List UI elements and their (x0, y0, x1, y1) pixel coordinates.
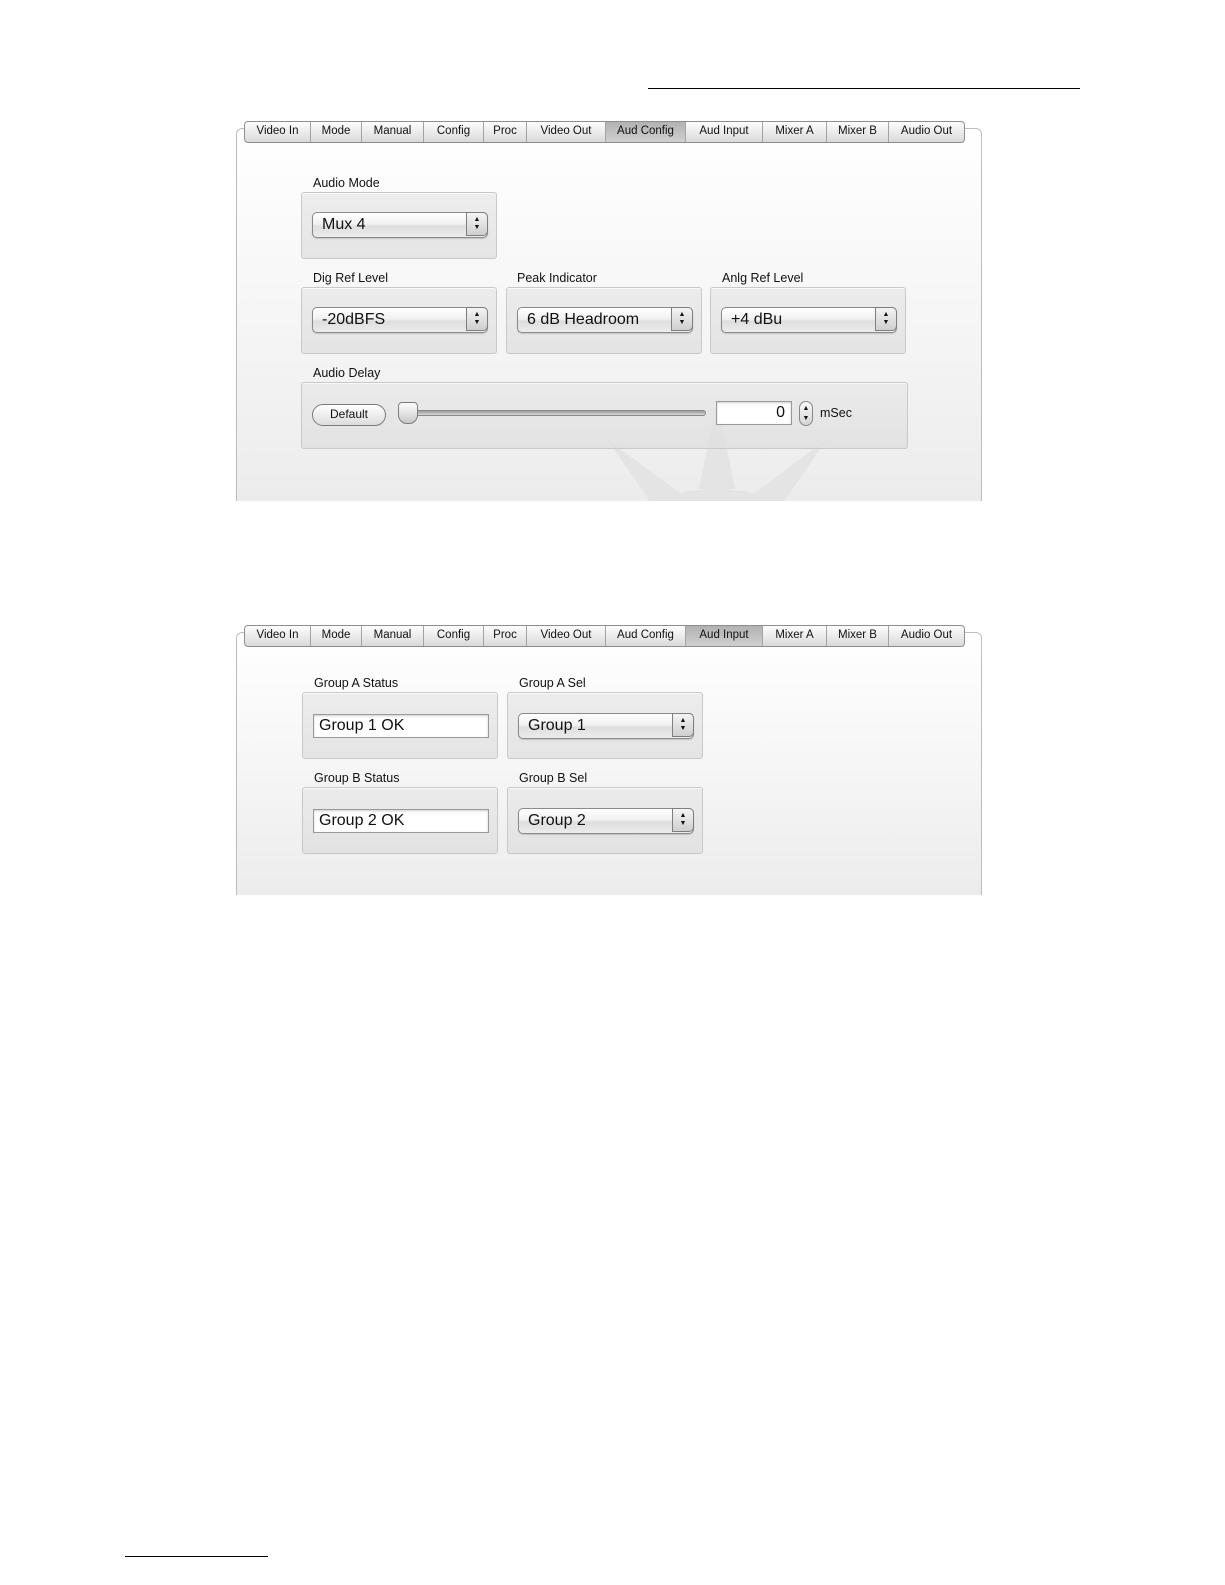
tab-manual[interactable]: Manual (362, 626, 424, 646)
tab-audio-out[interactable]: Audio Out (900, 629, 953, 641)
anlg-ref-level-value: +4 dBu (731, 311, 783, 328)
tab-mode[interactable]: Mode (311, 122, 362, 142)
peak-indicator-group (506, 287, 702, 354)
audio-delay-input[interactable] (716, 401, 792, 425)
group-b-sel-popup[interactable] (518, 808, 694, 834)
tab-aud-input[interactable]: Aud Input (686, 626, 763, 646)
audio-mode-group (301, 192, 497, 259)
audio-delay-value: 0 (776, 404, 785, 421)
group-b-status-field (313, 809, 489, 833)
tab-bar (244, 625, 965, 647)
audio-delay-label: Audio Delay (313, 366, 381, 380)
group-a-status-group (302, 692, 498, 759)
tab-config[interactable]: Config (424, 626, 484, 646)
anlg-ref-level-label: Anlg Ref Level (722, 271, 804, 285)
group-a-status-label: Group A Status (314, 676, 399, 690)
tab-proc[interactable]: Proc (484, 626, 527, 646)
aud-input-panel (236, 632, 982, 895)
anlg-ref-level-popup[interactable] (721, 307, 897, 333)
group-b-sel-value: Group 2 (528, 812, 586, 829)
group-a-sel-popup[interactable] (518, 713, 694, 739)
audio-delay-unit: mSec (820, 406, 852, 420)
popup-arrows-icon: ▲ ▼ (672, 808, 694, 832)
audio-mode-label: Audio Mode (313, 176, 380, 190)
group-b-sel-group (507, 787, 703, 854)
audio-delay-slider-thumb[interactable] (398, 402, 418, 424)
tab-proc[interactable]: Proc (484, 122, 527, 142)
tab-mixer-a[interactable]: Mixer A (763, 626, 827, 646)
audio-delay-group (301, 382, 908, 449)
aud-config-panel (236, 128, 982, 501)
tab-audio-out[interactable]: Audio Out (900, 125, 953, 137)
tab-video-out[interactable]: Video Out (527, 626, 606, 646)
tab-mixer-a[interactable]: Mixer A (763, 122, 827, 142)
dig-ref-level-group (301, 287, 497, 354)
default-button[interactable]: Default (312, 404, 386, 426)
tab-config[interactable]: Config (424, 122, 484, 142)
tab-video-in[interactable]: Video In (245, 626, 311, 646)
group-b-status-value: Group 2 OK (319, 812, 405, 829)
audio-delay-stepper[interactable]: ▲ ▼ (799, 401, 813, 426)
anlg-ref-level-group (710, 287, 906, 354)
popup-arrows-icon: ▲ ▼ (466, 212, 488, 236)
group-a-status-field (313, 714, 489, 738)
dig-ref-level-popup[interactable] (312, 307, 488, 333)
peak-indicator-value: 6 dB Headroom (527, 311, 640, 328)
peak-indicator-popup[interactable] (517, 307, 693, 333)
tab-mode[interactable]: Mode (311, 626, 362, 646)
tab-bar (244, 121, 965, 143)
tab-video-out[interactable]: Video Out (527, 122, 606, 142)
popup-arrows-icon: ▲ ▼ (672, 713, 694, 737)
dig-ref-level-value: -20dBFS (322, 311, 386, 328)
group-a-sel-value: Group 1 (528, 717, 586, 734)
tab-aud-config[interactable]: Aud Config (606, 626, 686, 646)
group-a-status-value: Group 1 OK (319, 717, 405, 734)
audio-mode-value: Mux 4 (322, 216, 366, 233)
popup-arrows-icon: ▲ ▼ (466, 307, 488, 331)
tab-aud-config[interactable]: Aud Config (606, 122, 686, 142)
group-b-status-label: Group B Status (314, 771, 400, 785)
group-a-sel-label: Group A Sel (519, 676, 586, 690)
group-a-sel-group (507, 692, 703, 759)
popup-arrows-icon: ▲ ▼ (875, 307, 897, 331)
aud-input-screenshot (236, 622, 982, 895)
tab-mixer-b[interactable]: Mixer B (827, 626, 889, 646)
page-header-rule (648, 88, 1080, 89)
popup-arrows-icon: ▲ ▼ (671, 307, 693, 331)
group-b-sel-label: Group B Sel (519, 771, 588, 785)
page-footer-rule (125, 1556, 268, 1557)
group-b-status-group (302, 787, 498, 854)
audio-mode-popup[interactable] (312, 212, 488, 238)
audio-delay-slider-track[interactable] (398, 410, 706, 416)
tab-mixer-b[interactable]: Mixer B (827, 122, 889, 142)
peak-indicator-label: Peak Indicator (517, 271, 597, 285)
dig-ref-level-label: Dig Ref Level (313, 271, 389, 285)
tab-manual[interactable]: Manual (362, 122, 424, 142)
tab-aud-input[interactable]: Aud Input (686, 122, 763, 142)
tab-video-in[interactable]: Video In (245, 122, 311, 142)
aud-config-screenshot (236, 118, 982, 501)
